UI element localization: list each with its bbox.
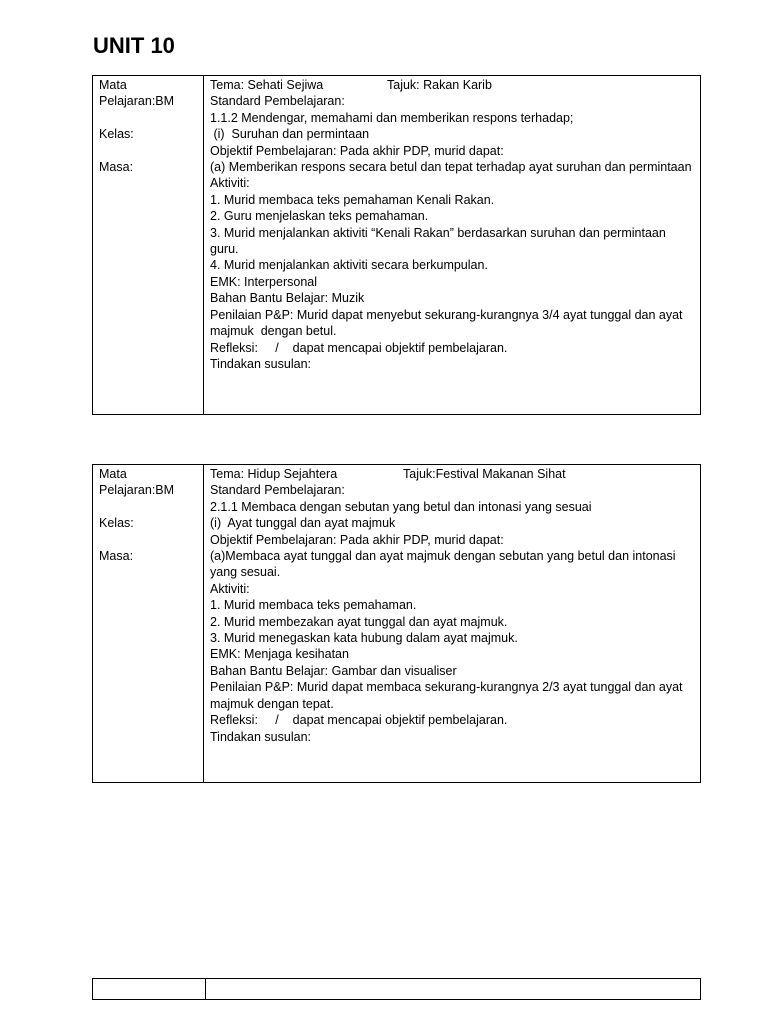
lesson-content-cell	[204, 76, 701, 415]
lesson-line: Aktiviti:	[210, 176, 250, 191]
lesson-line: 2.1.1 Membaca dengan sebutan yang betul dan intonasi yang sesuai	[210, 499, 592, 514]
lesson-lines	[210, 482, 695, 745]
subject-label: Mata	[99, 467, 127, 481]
lesson-content-cell	[204, 465, 701, 783]
lesson-meta-cell	[93, 979, 206, 1000]
lesson-line: Tindakan susulan:	[210, 356, 311, 371]
theme-row	[210, 77, 695, 93]
lesson-line: 1. Murid membaca teks pemahaman.	[210, 598, 417, 613]
lesson-line: Penilaian P&P: Murid dapat menyebut sekurang-kurangnya 3/4 ayat tunggal dan ayat majmuk dengan betul.	[210, 307, 687, 339]
lesson-line: 2. Murid membezakan ayat tunggal dan ayat majmuk.	[210, 614, 508, 629]
lesson-lines	[210, 93, 695, 372]
lesson-content-cell	[206, 979, 701, 1000]
lesson-line: 2. Guru menjelaskan teks pemahaman.	[210, 209, 429, 224]
lesson-line: 1. Murid membaca teks pemahaman Kenali Rakan.	[210, 192, 495, 207]
theme-row	[210, 466, 695, 482]
subject-value: Pelajaran:BM	[99, 94, 175, 109]
subject-value: Pelajaran:BM	[99, 483, 175, 498]
theme-text: Tema: Sehati Sejiwa	[210, 78, 324, 92]
lesson-line: 4. Murid menjalankan aktiviti secara berkumpulan.	[210, 258, 488, 273]
class-label: Kelas:	[99, 516, 134, 531]
lesson-line: Standard Pembelajaran:	[210, 94, 345, 109]
page-title: UNIT 10	[93, 33, 175, 58]
lesson-line: Refleksi: / dapat mencapai objektif pembelajaran.	[210, 340, 508, 355]
topic-text: Tajuk:Festival Makanan Sihat	[403, 467, 566, 481]
lesson-line: Aktiviti:	[210, 581, 250, 596]
lesson-line: (i) Ayat tunggal dan ayat majmuk	[210, 516, 396, 531]
lesson-line: EMK: Menjaga kesihatan	[210, 647, 349, 662]
lesson-line: 1.1.2 Mendengar, memahami dan memberikan respons terhadap;	[210, 110, 574, 125]
lesson-line: Bahan Bantu Belajar: Muzik	[210, 291, 365, 306]
lesson-meta-cell	[93, 465, 204, 783]
lesson-line: Bahan Bantu Belajar: Gambar dan visualiser	[210, 663, 457, 678]
class-label: Kelas:	[99, 127, 134, 142]
time-label: Masa:	[99, 549, 134, 563]
time-label: Masa:	[99, 160, 134, 174]
subject-label: Mata	[99, 78, 127, 92]
lesson-line: (a) Memberikan respons secara betul dan tepat terhadap ayat suruhan dan permintaan	[210, 160, 692, 175]
topic-text: Tajuk: Rakan Karib	[387, 78, 492, 92]
lesson-line: Standard Pembelajaran:	[210, 483, 345, 498]
lesson-meta-cell	[93, 76, 204, 415]
lesson-line: (a)Membaca ayat tunggal dan ayat majmuk dengan sebutan yang betul dan intonasi yang sesuai.	[210, 549, 680, 580]
lesson-line: (i) Suruhan dan permintaan	[210, 127, 370, 142]
lesson-plan-table-3	[92, 978, 701, 1000]
lesson-plan-table-1	[92, 75, 701, 415]
lesson-plan-table-2	[92, 464, 701, 783]
lesson-line: 3. Murid menegaskan kata hubung dalam ayat majmuk.	[210, 631, 518, 646]
lesson-line: 3. Murid menjalankan aktiviti “Kenali Rakan” berdasarkan suruhan dan permintaan guru.	[210, 225, 670, 257]
theme-text: Tema: Hidup Sejahtera	[210, 467, 338, 481]
lesson-line: EMK: Interpersonal	[210, 274, 317, 289]
lesson-line: Objektif Pembelajaran: Pada akhir PDP, murid dapat:	[210, 532, 504, 547]
lesson-line: Penilaian P&P: Murid dapat membaca sekurang-kurangnya 2/3 ayat tunggal dan ayat majmuk dengan tepat.	[210, 680, 687, 711]
lesson-line: Tindakan susulan:	[210, 729, 311, 744]
lesson-line: Refleksi: / dapat mencapai objektif pembelajaran.	[210, 713, 508, 728]
lesson-line: Objektif Pembelajaran: Pada akhir PDP, murid dapat:	[210, 143, 504, 158]
